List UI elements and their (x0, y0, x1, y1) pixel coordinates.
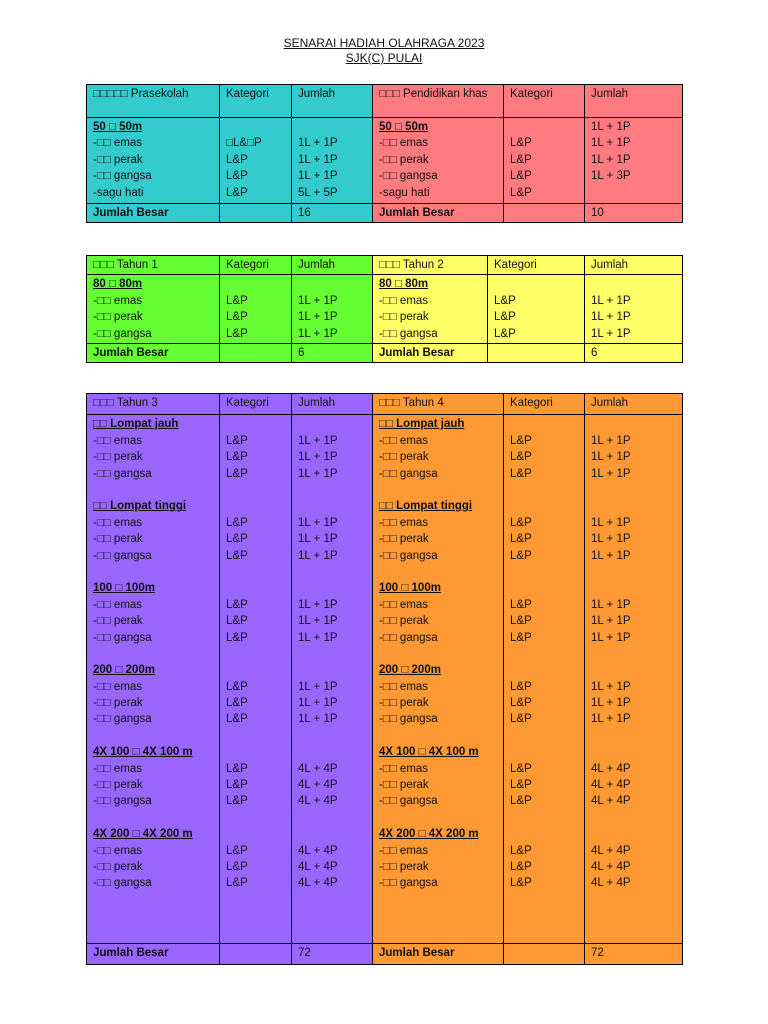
jumlah-value: 1L + 1P (591, 615, 631, 628)
kategori-header: Kategori (220, 394, 292, 415)
jumlah-value: 1L + 3P (591, 170, 631, 183)
kategori-value: L&P (226, 598, 248, 611)
prize-label: -□□ gangsa (379, 795, 438, 808)
kategori-value: L&P (510, 795, 532, 808)
prize-label: -□□ gangsa (93, 467, 152, 480)
jumlah-value: 1L + 1P (591, 549, 631, 562)
jumlah-value: 1L + 1P (591, 434, 631, 447)
prize-label: -□□ gangsa (93, 877, 152, 890)
jumlah-header: Jumlah (585, 85, 683, 118)
event-list (373, 275, 488, 344)
table-row (87, 118, 683, 204)
kategori-value: L&P (510, 762, 532, 775)
prize-label: -□□ gangsa (379, 713, 438, 726)
prize-label: -□□ emas (379, 516, 429, 529)
kategori-value: L&P (226, 311, 248, 324)
document-title: SENARAI HADIAH OLAHRAGA 2023 (283, 36, 485, 50)
jumlah-value: 4L + 4P (591, 877, 631, 890)
prize-label: -□□ perak (93, 779, 143, 792)
prize-label: -□□ perak (93, 615, 143, 628)
kategori-value: L&P (510, 615, 532, 628)
kategori-cell (220, 275, 292, 344)
jumlah-value: 1L + 1P (591, 294, 631, 307)
kategori-value: L&P (510, 779, 532, 792)
kategori-value: L&P (226, 516, 248, 529)
jumlah-value: 1L + 1P (591, 533, 631, 546)
jumlah-value: 1L + 1P (591, 697, 631, 710)
prize-table-prasekolah-pendidikan-khas (86, 84, 683, 223)
jumlah-header: Jumlah (292, 85, 373, 118)
kategori-value: L&P (510, 877, 532, 890)
prize-label: -sagu hati (93, 186, 144, 199)
prize-label: -□□ emas (379, 762, 429, 775)
total-row (87, 943, 683, 964)
jumlah-value: 1L + 1P (298, 615, 338, 628)
event-name: 100 □ 100m (379, 582, 441, 595)
prize-label: -□□ gangsa (379, 467, 438, 480)
event-name: 200 □ 200m (93, 664, 155, 677)
kategori-cell (220, 415, 292, 943)
prize-label: -□□ emas (379, 598, 429, 611)
kategori-value: L&P (510, 598, 532, 611)
kategori-value: L&P (226, 467, 248, 480)
jumlah-value: 5L + 5P (298, 186, 338, 199)
event-name: 4X 200 □ 4X 200 m (93, 828, 193, 841)
jumlah-cell (292, 275, 373, 344)
kategori-value: □L&□P (226, 137, 262, 150)
kategori-cell (504, 415, 585, 943)
kategori-value: L&P (510, 549, 532, 562)
event-name: 50 □ 50m (93, 121, 143, 133)
kategori-header: Kategori (504, 85, 585, 118)
jumlah-value: 1L + 1P (298, 598, 338, 611)
event-name: □□ Lompat jauh (93, 418, 179, 431)
jumlah-value: 1L + 1P (591, 311, 631, 324)
kategori-value: L&P (510, 516, 532, 529)
event-name: 100 □ 100m (93, 582, 155, 595)
school-name: SJK(C) PULAI (345, 51, 423, 65)
total-row (87, 343, 683, 362)
jumlah-value: 1L + 1P (591, 680, 631, 693)
prize-label: -□□ gangsa (379, 549, 438, 562)
jumlah-value: 1L + 1P (298, 434, 338, 447)
total-value: 16 (292, 204, 373, 223)
total-value: 72 (292, 943, 373, 964)
jumlah-besar-label: Jumlah Besar (87, 943, 220, 964)
prize-label: -□□ emas (93, 680, 143, 693)
jumlah-value: 4L + 4P (298, 844, 338, 857)
prize-label: -□□ emas (93, 762, 143, 775)
prize-label: -□□ emas (93, 516, 143, 529)
event-name: □□ Lompat jauh (379, 418, 465, 431)
jumlah-value: 4L + 4P (298, 860, 338, 873)
jumlah-besar-label: Jumlah Besar (87, 343, 220, 362)
jumlah-value: 4L + 4P (591, 779, 631, 792)
kategori-value: L&P (226, 795, 248, 808)
jumlah-value: 1L + 1P (591, 327, 631, 340)
prize-label: -□□ emas (93, 434, 143, 447)
event-list (87, 275, 220, 344)
jumlah-value: 4L + 4P (591, 795, 631, 808)
prize-label: -□□ emas (93, 598, 143, 611)
jumlah-value: 1L + 1P (591, 631, 631, 644)
prize-label: -□□ perak (379, 533, 429, 546)
kategori-value: L&P (510, 533, 532, 546)
event-list (87, 415, 220, 943)
prize-label: -□□ emas (379, 680, 429, 693)
event-name: 4X 100 □ 4X 100 m (93, 746, 193, 759)
kategori-value: L&P (510, 137, 532, 150)
kategori-value: L&P (226, 713, 248, 726)
jumlah-value: 1L + 1P (298, 170, 338, 183)
kategori-value: L&P (226, 153, 248, 166)
prize-label: -sagu hati (379, 186, 430, 199)
jumlah-value: 4L + 4P (591, 762, 631, 775)
kategori-value: L&P (226, 170, 248, 183)
prize-label: -□□ emas (379, 844, 429, 857)
jumlah-header: Jumlah (585, 394, 683, 415)
jumlah-cell (292, 415, 373, 943)
prize-label: -□□ gangsa (93, 549, 152, 562)
prize-label: -□□ perak (93, 311, 143, 324)
kategori-value: L&P (510, 860, 532, 873)
kategori-value: L&P (226, 533, 248, 546)
jumlah-value: 1L + 1P (298, 549, 338, 562)
section-header-pendidikan-khas: □□□ Pendidikan khas (373, 85, 504, 118)
event-list (373, 415, 504, 943)
jumlah-value: 1L + 1P (298, 311, 338, 324)
section-header-tahun-3: □□□ Tahun 3 (87, 394, 220, 415)
prize-label: -□□ gangsa (379, 631, 438, 644)
prize-label: -□□ perak (379, 311, 429, 324)
prize-label: -□□ gangsa (93, 170, 152, 183)
jumlah-value: 1L + 1P (298, 516, 338, 529)
prize-label: -□□ emas (93, 844, 143, 857)
jumlah-value: 1L + 1P (298, 294, 338, 307)
kategori-cell (220, 118, 292, 204)
kategori-value: L&P (226, 615, 248, 628)
table-row (87, 415, 683, 943)
prize-label: -□□ emas (93, 137, 143, 150)
jumlah-value: 1L + 1P (591, 516, 631, 529)
event-name: □□ Lompat tinggi (93, 500, 187, 513)
kategori-header: Kategori (220, 256, 292, 275)
event-list (87, 118, 220, 204)
event-list (373, 118, 504, 204)
jumlah-cell (585, 118, 683, 204)
prize-label: -□□ gangsa (93, 631, 152, 644)
prize-label: -□□ perak (379, 860, 429, 873)
prize-label: -□□ perak (93, 153, 143, 166)
kategori-value: L&P (494, 311, 516, 324)
jumlah-besar-label: Jumlah Besar (373, 943, 504, 964)
section-header-tahun-4: □□□ Tahun 4 (373, 394, 504, 415)
kategori-value: L&P (226, 697, 248, 710)
prize-label: -□□ emas (379, 137, 429, 150)
prize-label: -□□ gangsa (379, 877, 438, 890)
kategori-value: L&P (510, 631, 532, 644)
event-name: 4X 100 □ 4X 100 m (379, 746, 479, 759)
kategori-value: L&P (226, 294, 248, 307)
jumlah-value: 1L + 1P (298, 327, 338, 340)
event-name: 80 □ 80m (93, 278, 143, 291)
table-row (87, 275, 683, 344)
jumlah-besar-label: Jumlah Besar (87, 204, 220, 223)
kategori-cell (504, 118, 585, 204)
kategori-value: L&P (510, 186, 532, 199)
kategori-value: L&P (494, 294, 516, 307)
kategori-cell (488, 275, 585, 344)
prize-label: -□□ gangsa (379, 170, 438, 183)
prize-label: -□□ perak (379, 697, 429, 710)
prize-label: -□□ perak (93, 697, 143, 710)
kategori-value: L&P (226, 186, 248, 199)
prize-label: -□□ gangsa (93, 327, 152, 340)
kategori-value: L&P (510, 713, 532, 726)
jumlah-value: 4L + 4P (591, 860, 631, 873)
jumlah-value: 1L + 1P (591, 137, 631, 150)
jumlah-value: 4L + 4P (298, 779, 338, 792)
total-value: 6 (292, 343, 373, 362)
jumlah-value: 1L + 1P (591, 451, 631, 464)
prize-label: -□□ perak (379, 615, 429, 628)
event-name: 200 □ 200m (379, 664, 441, 677)
kategori-value: L&P (226, 327, 248, 340)
prize-table-tahun-3-4 (86, 393, 683, 965)
jumlah-besar-label: Jumlah Besar (373, 204, 504, 223)
prize-label: -□□ emas (93, 294, 143, 307)
jumlah-value: 1L + 1P (591, 121, 631, 133)
kategori-value: L&P (226, 779, 248, 792)
prize-label: -□□ perak (379, 779, 429, 792)
prize-label: -□□ gangsa (93, 713, 152, 726)
kategori-value: L&P (510, 680, 532, 693)
jumlah-value: 1L + 1P (591, 467, 631, 480)
jumlah-cell (585, 275, 683, 344)
prize-label: -□□ gangsa (93, 795, 152, 808)
prize-label: -□□ perak (93, 533, 143, 546)
kategori-value: L&P (226, 680, 248, 693)
kategori-value: L&P (510, 153, 532, 166)
jumlah-value: 1L + 1P (298, 137, 338, 150)
kategori-value: L&P (510, 844, 532, 857)
prize-label: -□□ gangsa (379, 327, 438, 340)
jumlah-value: 1L + 1P (298, 451, 338, 464)
jumlah-header: Jumlah (585, 256, 683, 275)
jumlah-value: 1L + 1P (298, 631, 338, 644)
kategori-value: L&P (510, 434, 532, 447)
jumlah-value: 1L + 1P (298, 153, 338, 166)
kategori-value: L&P (226, 877, 248, 890)
kategori-header: Kategori (504, 394, 585, 415)
jumlah-value: 4L + 4P (298, 762, 338, 775)
prize-label: -□□ perak (93, 860, 143, 873)
section-header-prasekolah: □□□□□ Prasekolah (87, 85, 220, 118)
kategori-value: L&P (510, 467, 532, 480)
kategori-value: L&P (226, 631, 248, 644)
jumlah-value: 1L + 1P (591, 713, 631, 726)
event-name: 80 □ 80m (379, 278, 429, 291)
jumlah-value: 1L + 1P (298, 467, 338, 480)
kategori-value: L&P (226, 434, 248, 447)
jumlah-cell (292, 118, 373, 204)
jumlah-value: 4L + 4P (298, 795, 338, 808)
jumlah-value: 1L + 1P (298, 533, 338, 546)
jumlah-value: 1L + 1P (298, 680, 338, 693)
total-value: 10 (585, 204, 683, 223)
prize-label: -□□ perak (379, 451, 429, 464)
prize-table-tahun-1-2 (86, 255, 683, 363)
total-row (87, 204, 683, 223)
kategori-value: L&P (226, 860, 248, 873)
jumlah-value: 4L + 4P (298, 877, 338, 890)
kategori-value: L&P (510, 697, 532, 710)
prize-label: -□□ emas (379, 434, 429, 447)
jumlah-cell (585, 415, 683, 943)
kategori-value: L&P (494, 327, 516, 340)
kategori-value: L&P (226, 451, 248, 464)
prize-label: -□□ emas (379, 294, 429, 307)
jumlah-value: 4L + 4P (591, 844, 631, 857)
jumlah-besar-label: Jumlah Besar (373, 343, 488, 362)
kategori-value: L&P (226, 762, 248, 775)
kategori-value: L&P (510, 451, 532, 464)
jumlah-value: 1L + 1P (298, 713, 338, 726)
kategori-header: Kategori (488, 256, 585, 275)
jumlah-value: 1L + 1P (298, 697, 338, 710)
kategori-value: L&P (226, 844, 248, 857)
jumlah-header: Jumlah (292, 256, 373, 275)
prize-label: -□□ perak (93, 451, 143, 464)
total-value: 6 (585, 343, 683, 362)
kategori-value: L&P (510, 170, 532, 183)
section-header-tahun-2: □□□ Tahun 2 (373, 256, 488, 275)
total-value: 72 (585, 943, 683, 964)
section-header-tahun-1: □□□ Tahun 1 (87, 256, 220, 275)
event-name: 4X 200 □ 4X 200 m (379, 828, 479, 841)
event-name: 50 □ 50m (379, 121, 429, 133)
event-name: □□ Lompat tinggi (379, 500, 473, 513)
jumlah-value: 1L + 1P (591, 153, 631, 166)
kategori-header: Kategori (220, 85, 292, 118)
kategori-value: L&P (226, 549, 248, 562)
prize-label: -□□ perak (379, 153, 429, 166)
jumlah-value: 1L + 1P (591, 598, 631, 611)
jumlah-header: Jumlah (292, 394, 373, 415)
